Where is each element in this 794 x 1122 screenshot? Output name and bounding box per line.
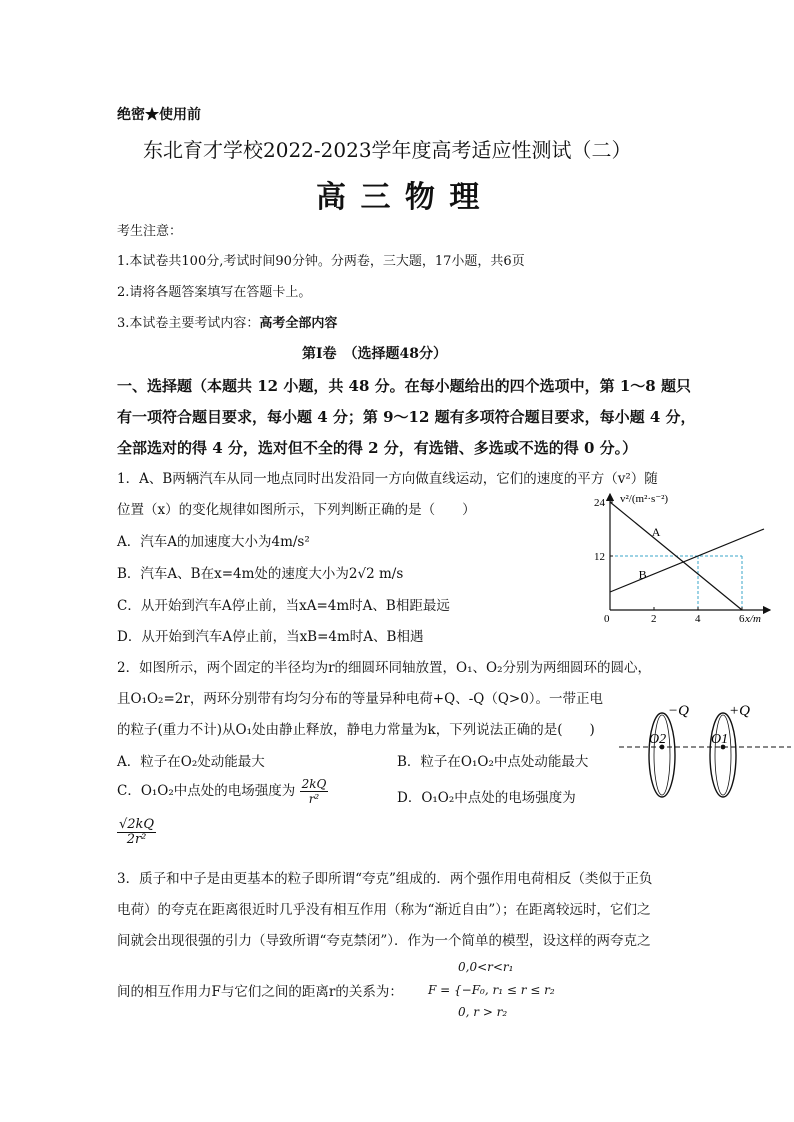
right-ring-charge: +Q (729, 703, 750, 719)
center-o2-label: O2 (649, 732, 667, 747)
chart-y-tick-24: 24 (594, 497, 605, 509)
section-instructions-line-2: 有一项符合题目要求，每小题 4 分；第 9～12 题有多项符合题目要求，每小题 4 分， (117, 408, 696, 426)
notice-item-3 (117, 312, 337, 331)
q1-option-b-text: B．汽车A、B在x=4m处的速度大小为 (117, 566, 349, 582)
q1-option-a: A．汽车A的加速度大小为4m/s² (117, 534, 310, 550)
q1-stem-line-1: 1．A、B两辆汽车从同一地点同时出发沿同一方向做直线运动，它们的速度的平方（v²）随 (117, 471, 658, 487)
q1-option-d: D．从开始到汽车A停止前，当xB=4m时A、B相遇 (117, 629, 424, 645)
q3-line-2: 电荷）的夸克在距离很近时几乎没有相互作用（称为“渐近自由”）；在距离较远时，它们之 (117, 902, 651, 918)
center-o1-label: O1 (711, 732, 729, 747)
section-instructions-line-3: 全部选对的得 4 分，选对但不全的得 2 分，有选错、多选或不选的得 0 分。） (117, 439, 638, 457)
q2-option-c-text: C．O₁O₂中点处的电场强度为 (117, 783, 296, 799)
q3-piecewise-case-1: 0,0<r<r₁ (458, 960, 514, 974)
notice-title: 考生注意： (117, 224, 183, 239)
chart-series-label-A: A (651, 524, 661, 539)
q2-option-c-numerator: 2kQ (301, 777, 327, 791)
q1-stem-line-2: 位置（x）的变化规律如图所示，下列判断正确的是（ ） (117, 502, 476, 518)
q2-option-c-fraction (300, 777, 329, 806)
chart-y-axis-label: v²/(m²·s⁻²) (620, 493, 669, 505)
q2-stem-line-3: 的粒子(重力不计)从O₁处由静止释放，静电力常量为k，下列说法正确的是( ) (117, 722, 595, 738)
chart-y-tick-12: 12 (594, 551, 605, 563)
q2-option-d-numerator: √2kQ (119, 817, 155, 832)
exam-title: 东北育才学校2022-2023学年度高考适应性测试（二） (143, 138, 632, 162)
subject-title: 高 三 物 理 (316, 180, 482, 215)
left-ring-charge: −Q (668, 703, 689, 719)
section-instructions-line-1: 一、选择题（本题共 12 小题，共 48 分。在每小题给出的四个选项中，第 1～8 题只 (117, 377, 691, 395)
secrecy-mark: 绝密★使用前 (117, 107, 201, 123)
q1-velocity-squared-chart (590, 488, 780, 628)
q2-option-c-denominator: r² (308, 792, 320, 806)
q3-piecewise-case-3: 0, r > r₂ (458, 1005, 508, 1019)
q2-option-b: B．粒子在O₁O₂中点处动能最大 (397, 754, 589, 770)
q3-line-4: 间的相互作用力F与它们之间的距离r的关系为： (117, 984, 403, 1000)
q1-option-b-unit: m/s (374, 566, 404, 582)
q2-stem-line-2: 且O₁O₂=2r，两环分别带有均匀分布的等量异种电荷+Q、-Q（Q>0）。一带正电 (117, 691, 604, 707)
q2-option-a: A．粒子在O₂处动能最大 (117, 754, 265, 770)
notice-item-1: 1.本试卷共100分,考试时间90分钟。分两卷，三大题，17小题，共6页 (117, 254, 525, 269)
chart-x-tick-2: 2 (651, 613, 657, 625)
notice-item-2: 2.请将各题答案填写在答题卡上。 (117, 285, 312, 300)
chart-x-tick-4: 4 (695, 613, 701, 625)
left-ring (649, 713, 675, 797)
q2-option-c (117, 777, 328, 806)
chart-series-label-B: B (638, 567, 647, 582)
q1-option-b-value: 2√2 (348, 566, 375, 582)
q2-option-d-fraction (117, 818, 156, 847)
chart-x-axis-label: x/m (745, 613, 761, 625)
chart-x-tick-6: 6 (739, 613, 745, 625)
part1-title: 第Ⅰ卷 （选择题48分） (302, 346, 448, 362)
right-ring (710, 713, 736, 797)
notice-item-3-prefix: 3.本试卷主要考试内容： (117, 316, 260, 331)
notice-item-3-emph: 高考全部内容 (259, 316, 338, 331)
q1-option-b (117, 562, 403, 582)
q2-option-d: D．O₁O₂中点处的电场强度为 (397, 790, 576, 806)
q3-line-3: 间就会出现很强的引力（导致所谓“夸克禁闭”）．作为一个简单的模型，设这样的两夸克之 (117, 933, 651, 949)
q3-line-1: 3．质子和中子是由更基本的粒子即所谓“夸克”组成的．两个强作用电荷相反（类似于正负 (117, 871, 653, 887)
chart-x-tick-0: 0 (604, 613, 610, 625)
q1-option-c: C．从开始到汽车A停止前，当xA=4m时A、B相距最远 (117, 598, 450, 614)
chart-series-line-B (610, 529, 764, 592)
q2-charged-rings-figure (615, 700, 793, 810)
right-ring-inner (715, 715, 731, 795)
q2-stem-line-1: 2．如图所示，两个固定的半径均为r的细圆环同轴放置，O₁、O₂分别为两细圆环的圆心， (117, 660, 652, 676)
q3-piecewise-case-2: F = {−F₀, r₁ ≤ r ≤ r₂ (428, 983, 555, 997)
q2-option-d-denominator: 2r² (126, 832, 147, 847)
left-ring-inner (654, 715, 670, 795)
